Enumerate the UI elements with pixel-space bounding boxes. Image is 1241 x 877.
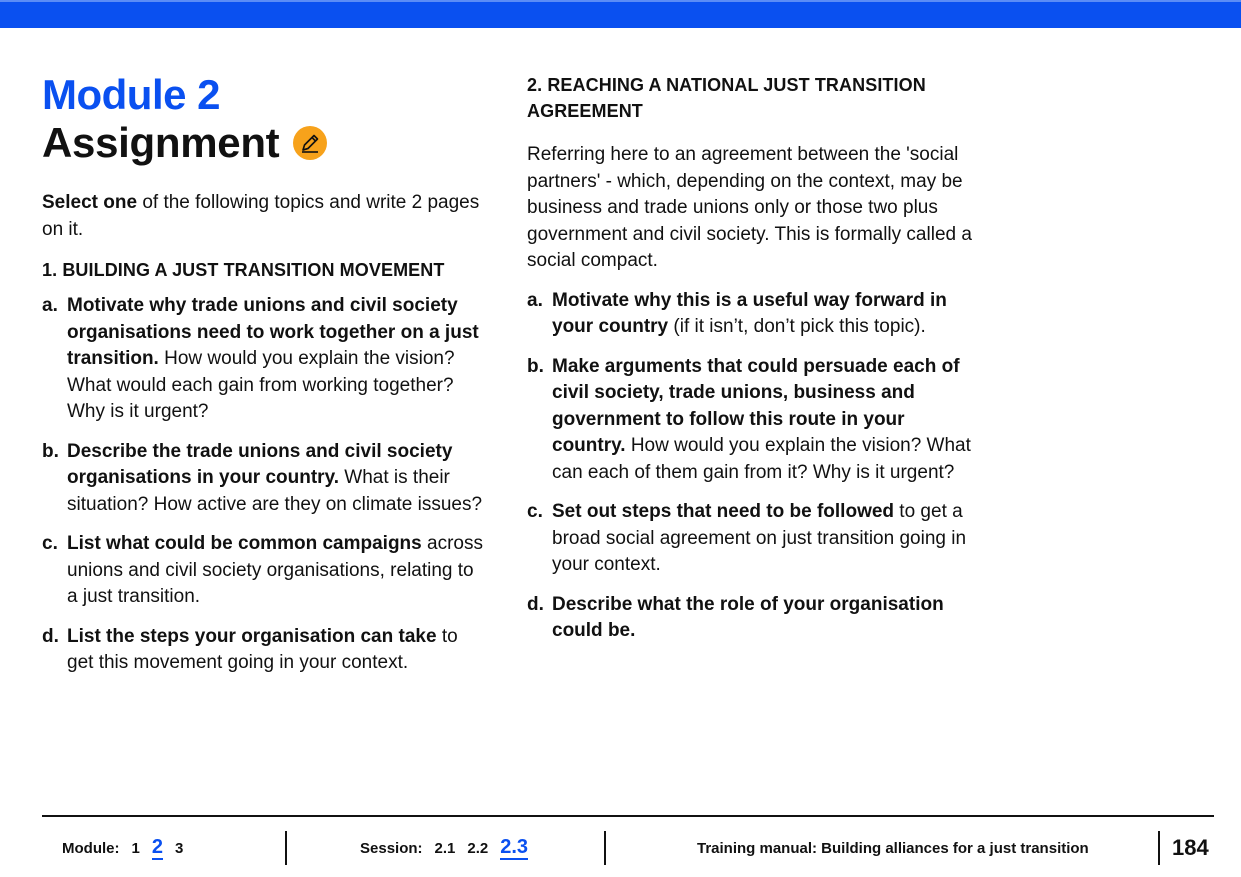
assignment-title [42, 118, 487, 168]
module-label: Module: [62, 839, 120, 857]
topic2-heading: 2. REACHING A NATIONAL JUST TRANSITION AGREEMENT [527, 75, 926, 121]
module-link-2[interactable]: 2 [151, 836, 163, 858]
item-text: What is their situation? How active are they on climate issues? [67, 467, 483, 515]
module-nav [62, 828, 183, 868]
item-letter: a. [527, 289, 543, 311]
item-text: to get a broad social agreement on just transition going in your context. [552, 501, 967, 575]
session-link-2-2[interactable]: 2.2 [467, 839, 489, 857]
item-bold: Set out steps that need to be followed [552, 501, 895, 522]
footer-separator [604, 831, 606, 865]
session-link-2-3[interactable]: 2.3 [500, 836, 529, 858]
item-text: to get this movement going in your context. [67, 625, 458, 673]
pencil-icon [293, 126, 327, 160]
item-letter: b. [42, 440, 59, 462]
item-letter: c. [42, 533, 58, 554]
topic1-heading: 1. BUILDING A JUST TRANSITION MOVEMENT [42, 260, 445, 280]
item-letter: d. [42, 625, 59, 647]
item-bold: Describe the trade unions and civil society organisations in your country. [67, 440, 453, 488]
item-letter: c. [527, 501, 543, 522]
item-letter: d. [527, 593, 544, 615]
item-bold: Make arguments that could persuade each of civil society, trade unions, business and government to follow this route in your country. [552, 355, 960, 456]
list-item [42, 439, 487, 519]
list-item [42, 531, 487, 611]
intro-bold: Select one [42, 192, 138, 213]
item-bold: List the steps your organisation can take [67, 625, 437, 647]
list-item [527, 592, 972, 645]
list-item [527, 499, 972, 579]
session-label: Session: [360, 839, 423, 857]
top-color-bar [0, 0, 1241, 28]
item-text: How would you explain the vision? What would each gain from working together? Why is it urgent? [67, 348, 455, 422]
item-bold: Motivate why trade unions and civil society organisations need to work together on a just transition. [67, 295, 479, 369]
item-text: How would you explain the vision? What can each of them gain from it? Why is it urgent? [552, 435, 971, 483]
item-text: across unions and civil society organisations, relating to a just transition. [67, 533, 483, 607]
item-bold: Motivate why this is a useful way forward in your country [552, 289, 947, 337]
module-link-1[interactable]: 1 [131, 839, 140, 857]
footer-separator [1158, 831, 1160, 865]
module-link-3[interactable]: 3 [174, 839, 184, 857]
footer-divider [42, 815, 1214, 817]
topic1-list [42, 293, 487, 677]
intro-rest: of the following topics and write 2 pages on it. [42, 192, 480, 240]
item-bold: Describe what the role of your organisation could be. [552, 593, 944, 641]
item-text: (if it isn’t, don’t pick this topic). [668, 316, 926, 337]
session-nav [360, 828, 528, 868]
item-bold: List what could be common campaigns [67, 533, 422, 554]
intro-text [42, 190, 487, 243]
item-letter: a. [42, 295, 58, 316]
left-column [42, 72, 487, 690]
item-letter: b. [527, 355, 544, 377]
session-link-2-1[interactable]: 2.1 [434, 839, 456, 857]
topic2-paragraph: Referring here to an agreement between the 'social partners' - which, depending on the context, may be business and trade unions only or those two plus government and civil society. This is formally called a social compact. [527, 144, 972, 271]
footer-nav [0, 828, 1241, 868]
topic2-list [527, 288, 972, 645]
footer-separator [285, 831, 287, 865]
list-item [527, 354, 972, 487]
assignment-title-text: Assignment [42, 119, 280, 166]
list-item [42, 293, 487, 426]
right-column [527, 72, 972, 658]
module-title: Module 2 [42, 71, 221, 118]
page-number: 184 [1172, 835, 1209, 860]
list-item [527, 288, 972, 341]
list-item [42, 624, 487, 677]
manual-title: Training manual: Building alliances for a just transition [697, 839, 1089, 857]
